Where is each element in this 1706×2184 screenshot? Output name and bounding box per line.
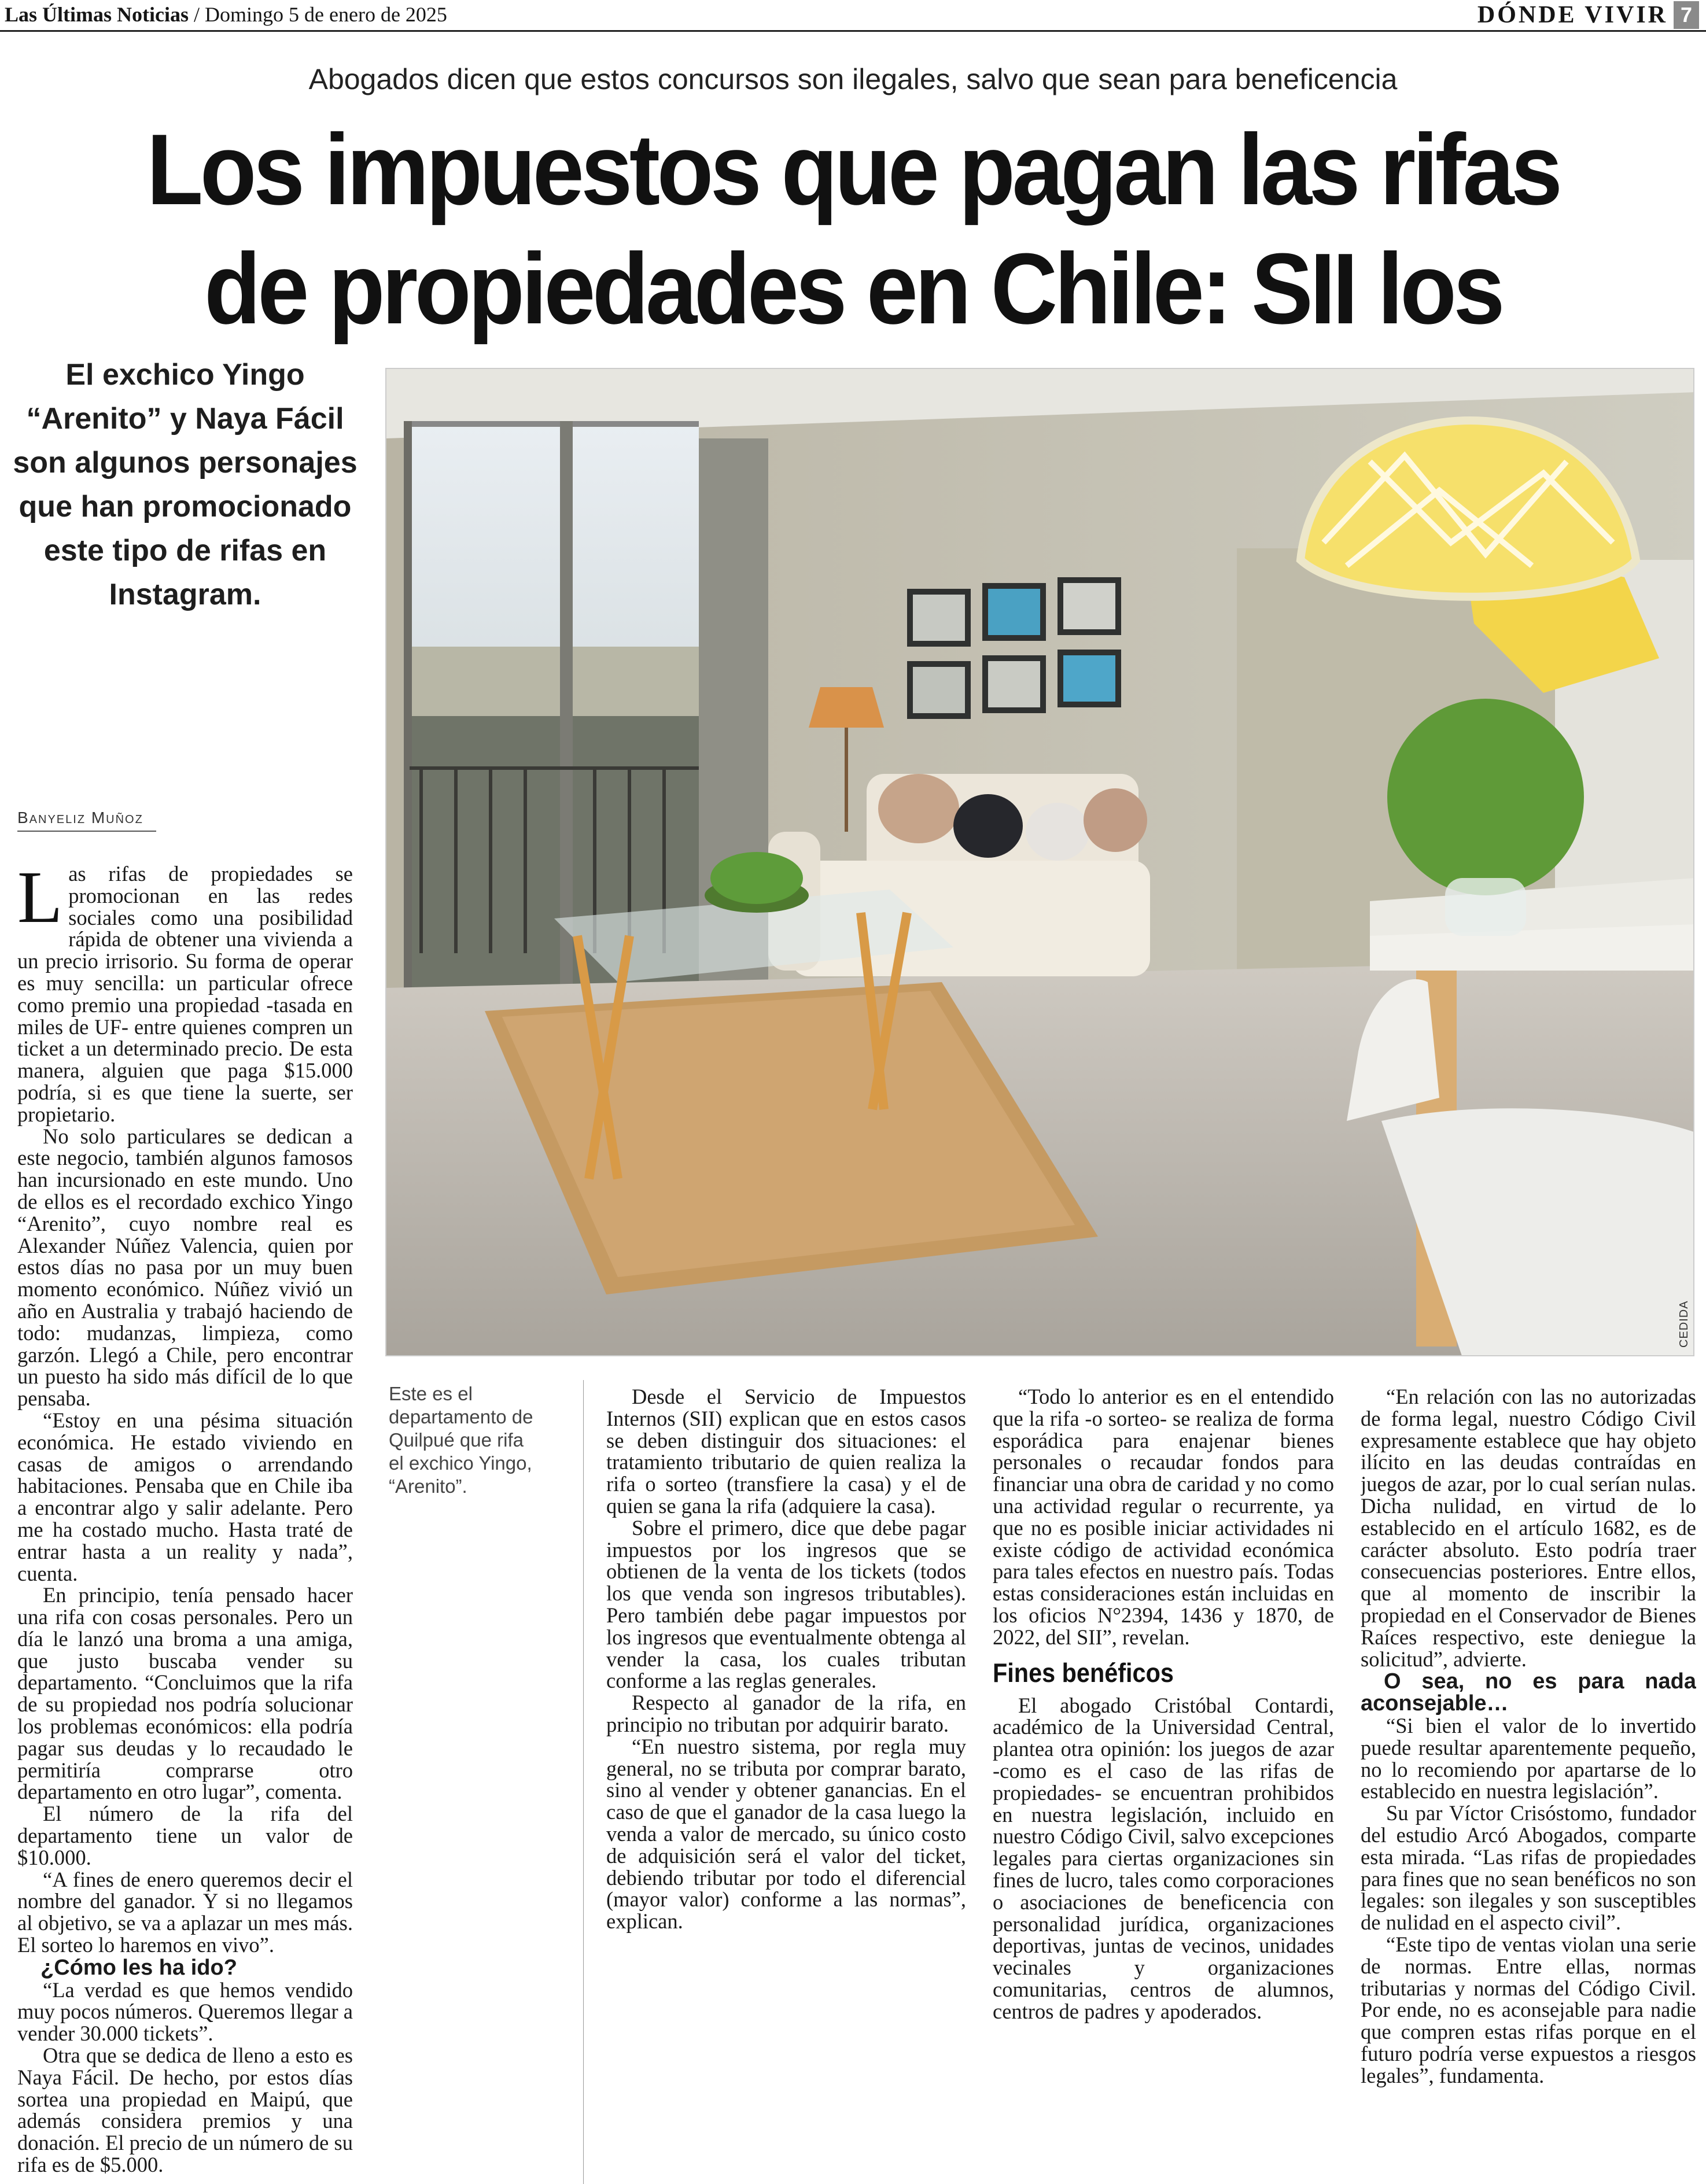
header-rule xyxy=(0,30,1706,32)
article-column-3 xyxy=(993,1386,1334,2184)
article-column-2 xyxy=(606,1386,966,2184)
paragraph: “En relación con las no autorizadas de forma legal, nuestro Código Civil expresamente establece que hay objeto ilícito en las deudas contraídas en juegos de azar, por lo cual serían nulas. Dicha nulidad, en virtud de lo establecido en el artículo 1682, es de carácter absoluto. Esto podría traer consecuencias posteriores. Entre ellos, que al momento de inscribir la propiedad en el Conservador de Bienes Raíces respectivo, este deniegue la solicitud”, advierte. xyxy=(1361,1386,1696,1671)
paragraph: Otra que se dedica de lleno a esto es Naya Fácil. De hecho, por estos días sortea una propiedad en Maipú, que además considera premios y una donación. El precio de un número de su rifa es de $5.000. xyxy=(17,2043,353,2177)
byline: Banyeliz Muñoz xyxy=(17,809,143,827)
photo-caption: Este es el departamento de Quilpué que rifa el exchico Yingo, “Arenito”. xyxy=(389,1383,533,1497)
byline-rule xyxy=(17,831,156,832)
living-room-illustration xyxy=(386,369,1694,1356)
header-separator: / xyxy=(194,3,200,26)
paragraph: El abogado Cristóbal Contardi, académico de la Universidad Central, plantea otra opinión: los juegos de azar -como es el caso de las rifas de propiedades- se encuentran prohibidos en nuestra legislación, incluido en nuestro Código Civil, salvo excepciones legales para ciertas organizaciones sin fines de lucro, tales como corporaciones o asociaciones de beneficencia con personalidad jurídica, organizaciones deportivas, juntas de vecinos, unidades vecinales y organizaciones comunitarias, centros de alumnos, centros de padres y apoderados. xyxy=(993,1693,1334,2023)
subheading: Fines benéficos xyxy=(993,1657,1174,1688)
interview-question: O sea, no es para nada aconsejable… xyxy=(1361,1669,1696,1716)
paragraph: Respecto al ganador de la rifa, en principio no tributan por adquirir barato. xyxy=(606,1691,966,1736)
paragraph: Sobre el primero, dice que debe pagar impuestos por los ingresos que se obtienen de la venta de los tickets (todos los que venda son ingresos tributables). Pero también debe pagar impuestos por los ingresos que eventualmente obtenga al vender la casa, los cuales tributan conforme a las reglas generales. xyxy=(606,1515,966,1693)
section-header xyxy=(1477,0,1699,30)
paragraph xyxy=(17,863,353,1126)
page-number: 7 xyxy=(1674,1,1699,29)
article-photo xyxy=(385,368,1694,1356)
paragraph: “Si bien el valor de lo invertido puede resultar aparentemente pequeño, no lo recomiendo por apartarse de lo establecido en nuestra legislación”. xyxy=(1361,1713,1696,1803)
interview-question: ¿Cómo les ha ido? xyxy=(40,1955,237,1980)
lead-text: as rifas de propiedades se promocionan en las redes sociales como una posibilidad rápida de obtener una vivienda a un precio irrisorio. Su forma de operar es muy sencilla: un particular ofrece como premio una propiedad -tasada en miles de UF- entre quienes compren un ticket a un determinado precio. De esta manera, alguien que paga $15.000 podría, si es que tiene la suerte, ser propietario. xyxy=(17,863,353,1126)
headline: Los impuestos que pagan las rifas de propiedades en Chile: SII los xyxy=(146,113,1560,345)
paragraph: El número de la rifa del departamento tiene un valor de $10.000. xyxy=(17,1802,353,1869)
masthead xyxy=(5,0,447,29)
article-column-1 xyxy=(17,863,353,2184)
article-column-4 xyxy=(1361,1386,1696,2184)
paragraph: “La verdad es que hemos vendido muy pocos números. Queremos llegar a vender 30.000 tickets”. xyxy=(17,1978,353,2046)
section-name: DÓNDE VIVIR xyxy=(1477,2,1668,28)
kicker: Abogados dicen que estos concursos son ilegales, salvo que sean para beneficencia xyxy=(308,63,1398,95)
paragraph: “En nuestro sistema, por regla muy general, no se tributa por comprar barato, sino al vender y obtener ganancias. En el caso de que el ganador de la casa luego la venda a valor de mercado, su único costo de adquisición será el valor del ticket, debiendo tributar por todo el diferencial (mayor valor) conforme a las normas”, explican. xyxy=(606,1734,966,1934)
column-rule xyxy=(583,1380,584,2184)
paragraph: Su par Víctor Crisóstomo, fundador del estudio Arcó Abogados, comparte esta mirada. “Las rifas de propiedades para fines que no sean benéficos no son legales: son ilegales y son susceptibles de nulidad en el aspecto civil”. xyxy=(1361,1801,1696,1935)
paragraph: En principio, tenía pensado hacer una rifa con cosas personales. Pero un día le lanzó una broma a una amiga, que justo buscaba vender su departamento. “Concluimos que la rifa de su propiedad nos podría solucionar los problemas económicos: ella podría pagar sus deudas y lo recaudado le permitiría comprarse otro departamento en otro lugar”, comenta. xyxy=(17,1583,353,1804)
paragraph: Desde el Servicio de Impuestos Internos (SII) explican que en estos casos se deben distinguir dos situaciones: el tratamiento tributario de quien realiza la rifa o sorteo (transfiere la casa) y el de quien se gana la rifa (adquiere la casa). xyxy=(606,1386,966,1518)
paper-name: Las Últimas Noticias xyxy=(5,3,189,26)
drop-cap: L xyxy=(17,863,63,938)
paragraph: No solo particulares se dedican a este negocio, también algunos famosos han incursionado en este mundo. Uno de ellos es el recordado exchico Yingo “Arenito”, cuyo nombre real es Alexander Núñez Valencia, quien por estos días no pasa por un muy buen momento económico. Núñez vivió un año en Australia y trabajó haciendo de todo: mudanzas, limpieza, como garzón. Llegó a Chile, pero encontrar un puesto ha sido más difícil de lo que pensaba. xyxy=(17,1124,353,1411)
photo-credit: CEDIDA xyxy=(1678,1300,1690,1348)
paragraph: “Este tipo de ventas violan una serie de normas. Entre ellas, normas tributarias y normas del Código Civil. Por ende, no es aconsejable para nadie que compren estas rifas porque en el futuro podría verse expuestos a riesgos legales”, fundamenta. xyxy=(1361,1932,1696,2087)
paragraph: “Todo lo anterior es en el entendido que la rifa -o sorteo- se realiza de forma esporádica para enajenar bienes personales o recaudar fondos para financiar una obra de caridad y no como una actividad regular o recurrente, ya que no es posible iniciar actividades ni existe código de actividad económica para tales efectos en nuestro país. Todas estas consideraciones están incluidas en los oficios N°2394, 1436 y 1870, de 2022, del SII”, revelan. xyxy=(993,1386,1334,1649)
standfirst: El exchico Yingo “Arenito” y Naya Fácil son algunos personajes que han promocionado este tipo de rifas en Instagram. xyxy=(13,358,358,611)
paragraph: “A fines de enero queremos decir el nombre del ganador. Y si no llegamos al objetivo, se va a aplazar un mes más. El sorteo lo haremos en vivo”. xyxy=(17,1867,353,1957)
paragraph: “Estoy en una pésima situación económica. He estado viviendo en casas de amigos o arrendando habitaciones. Pensaba que en Chile iba a encontrar algo y salir adelante. Pero me ha costado mucho. Hasta traté de entrar hasta a un reality y nada”, cuenta. xyxy=(17,1408,353,1585)
issue-date: Domingo 5 de enero de 2025 xyxy=(205,3,447,26)
